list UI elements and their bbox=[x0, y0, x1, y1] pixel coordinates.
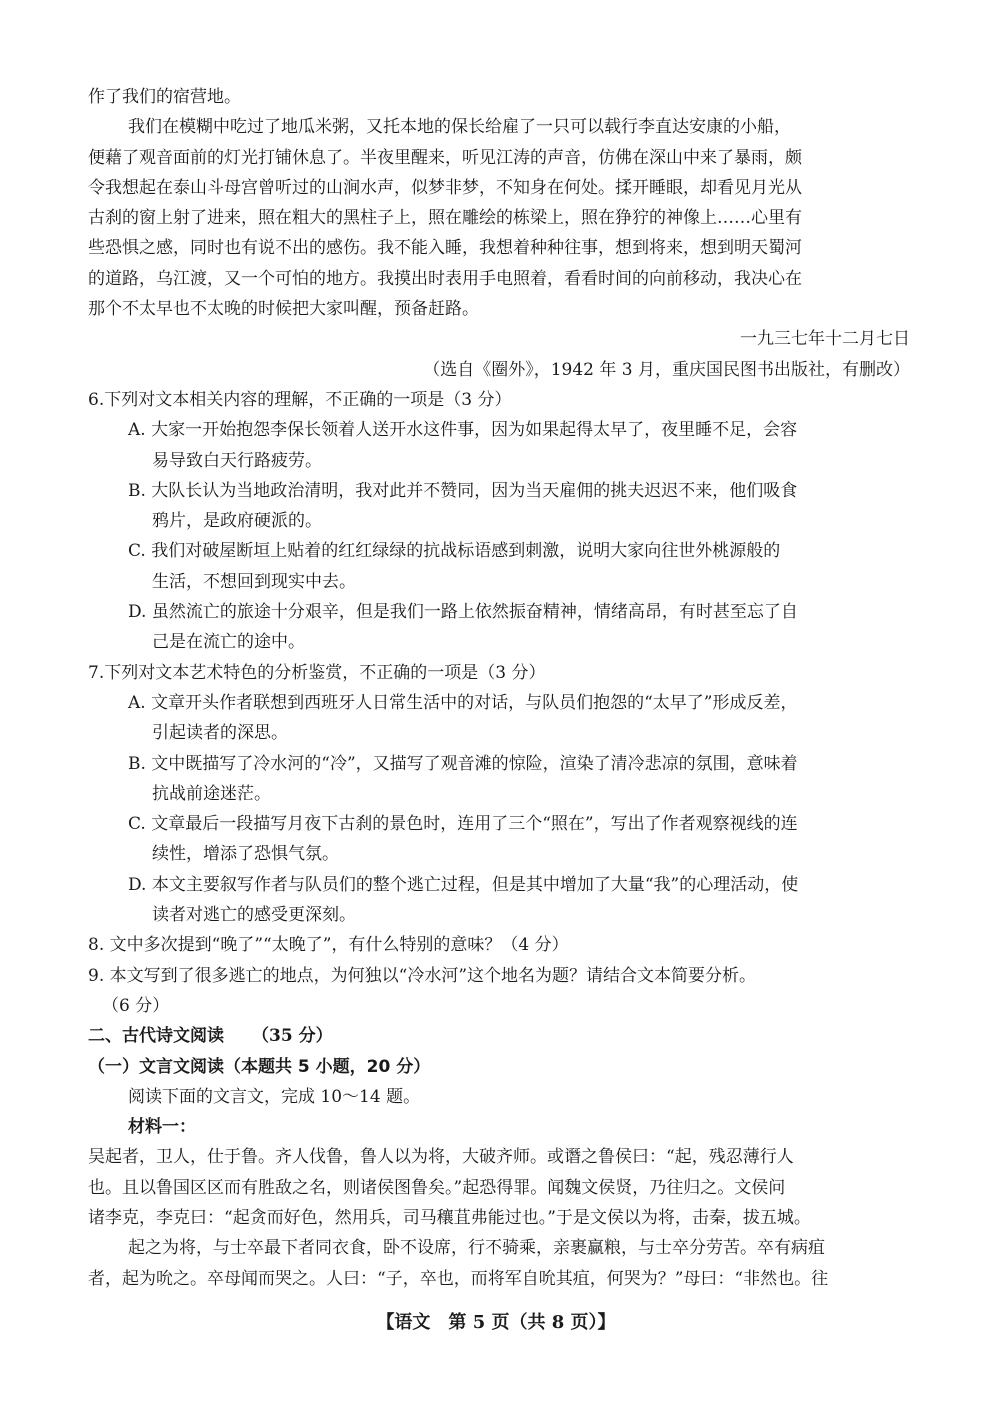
option-c: C. 文章最后一段描写月夜下古刹的景色时，连用了三个“照在”，写出了作者观察视线的连 bbox=[128, 814, 798, 835]
passage-date: 一九三七年十二月七日 bbox=[740, 329, 910, 350]
section-score: （35 分） bbox=[252, 1026, 333, 1047]
question-8: 8. 文中多次提到“晚了”“太晚了”，有什么特别的意味？（4 分） bbox=[88, 935, 569, 956]
option-d: D. 虽然流亡的旅途十分艰辛，但是我们一路上依然振奋精神，情绪高昂，有时甚至忘了自 bbox=[128, 602, 798, 623]
question-9: 9. 本文写到了很多逃亡的地点，为何独以“冷水河”这个地名为题？请结合文本简要分析。 bbox=[88, 965, 757, 986]
passage-line: 作了我们的宿营地。 bbox=[88, 87, 241, 107]
option-a-cont: 引起读者的深思。 bbox=[152, 723, 288, 744]
option-c-cont: 生活，不想回到现实中去。 bbox=[152, 571, 356, 592]
passage-line: 些恐惧之感，同时也有说不出的感伤。我不能入睡，我想着种种往事，想到将来，想到明天蜀河 bbox=[88, 238, 802, 259]
option-a: A. 大家一开始抱怨李保长领着人送开水这件事，因为如果起得太早了，夜里睡不足，会容 bbox=[128, 420, 798, 441]
option-a-cont: 易导致白天行路疲劳。 bbox=[152, 450, 322, 471]
passage bbox=[88, 82, 910, 385]
option-c-cont: 续性，增添了恐惧气氛。 bbox=[152, 844, 339, 865]
passage-line: 便藉了观音面前的灯光打铺休息了。半夜里醒来，听见江涛的声音，仿佛在深山中来了暴雨，颇 bbox=[88, 147, 802, 168]
section-2-heading bbox=[88, 1021, 910, 1051]
question-stem: 7.下列对文本艺术特色的分析鉴赏，不正确的一项是（3 分） bbox=[88, 662, 546, 683]
question-9-score: （6 分） bbox=[102, 995, 170, 1016]
passage-line: 那个不太早也不太晚的时候把大家叫醒，预备赶路。 bbox=[88, 299, 479, 320]
question-6 bbox=[88, 385, 910, 658]
material-line: 起之为将，与士卒最下者同衣食，卧不设席，行不骑乘，亲裹赢粮，与士卒分劳苦。卒有病疽 bbox=[128, 1238, 825, 1259]
option-a: A. 文章开头作者联想到西班牙人日常生活中的对话，与队员们抱怨的“太早了”形成反差， bbox=[128, 692, 798, 713]
option-b-cont: 抗战前途迷茫。 bbox=[152, 783, 271, 804]
subsection-title: （一）文言文阅读（本题共 5 小题，20 分） bbox=[88, 1056, 431, 1077]
passage-line: 古刹的窗上射了进来，照在粗大的黑柱子上，照在雕绘的栋梁上，照在狰狞的神像上……心里有 bbox=[88, 208, 802, 229]
page-content bbox=[88, 82, 910, 1294]
material-line: 吴起者，卫人，仕于鲁。齐人伐鲁，鲁人以为将，大破齐师。或谮之鲁侯曰：“起，残忍薄行人 bbox=[88, 1147, 794, 1168]
question-stem: 6.下列对文本相关内容的理解，不正确的一项是（3 分） bbox=[88, 389, 512, 410]
question-7 bbox=[88, 658, 910, 931]
option-b-cont: 鸦片，是政府硬派的。 bbox=[152, 511, 322, 532]
section-title: 二、古代诗文阅读 bbox=[88, 1026, 224, 1047]
passage-source: （选自《圈外》，1942 年 3 月，重庆国民图书出版社，有删改） bbox=[423, 359, 910, 380]
page-footer: 【语文 第 5 页（共 8 页）】 bbox=[376, 1312, 616, 1333]
option-b: B. 文中既描写了冷水河的“冷”，又描写了观音滩的惊险，渲染了清冷悲凉的氛围，意味着 bbox=[128, 753, 798, 774]
option-d: D. 本文主要叙写作者与队员们的整个逃亡过程，但是其中增加了大量“我”的心理活动，使 bbox=[128, 874, 799, 895]
option-b: B. 大队长认为当地政治清明，我对此并不赞同，因为当天雇佣的挑夫迟迟不来，他们吸食 bbox=[128, 480, 798, 501]
passage-line: 我们在模糊中吃过了地瓜米粥，又托本地的保长给雇了一只可以载行李直达安康的小船， bbox=[128, 117, 791, 138]
option-d-cont: 己是在流亡的途中。 bbox=[152, 632, 305, 653]
material-line: 者，起为吮之。卒母闻而哭之。人曰：“子，卒也，而将军自吮其疽，何哭为？”母曰：“非然也。往 bbox=[88, 1268, 829, 1289]
material-line: 也。且以鲁国区区而有胜敌之名，则诸侯图鲁矣。”起恐得罪。闻魏文侯贤，乃往归之。文侯问 bbox=[88, 1177, 786, 1198]
passage-line: 令我想起在泰山斗母宫曾听过的山涧水声，似梦非梦，不知身在何处。揉开睡眼，却看见月光从 bbox=[88, 177, 802, 198]
option-c: C. 我们对破屋断垣上贴着的红红绿绿的抗战标语感到刺激，说明大家向往世外桃源般的 bbox=[128, 541, 781, 562]
material-line: 诸李克，李克曰：“起贪而好色，然用兵，司马穰苴弗能过也。”于是文侯以为将，击秦，拔五城。 bbox=[88, 1207, 811, 1228]
instruction: 阅读下面的文言文，完成 10～14 题。 bbox=[128, 1086, 421, 1107]
material-label: 材料一： bbox=[128, 1117, 196, 1138]
option-d-cont: 读者对逃亡的感受更深刻。 bbox=[152, 905, 356, 926]
passage-line: 的道路，乌江渡，又一个可怕的地方。我摸出时表用手电照着，看看时间的向前移动，我决心在 bbox=[88, 268, 802, 289]
